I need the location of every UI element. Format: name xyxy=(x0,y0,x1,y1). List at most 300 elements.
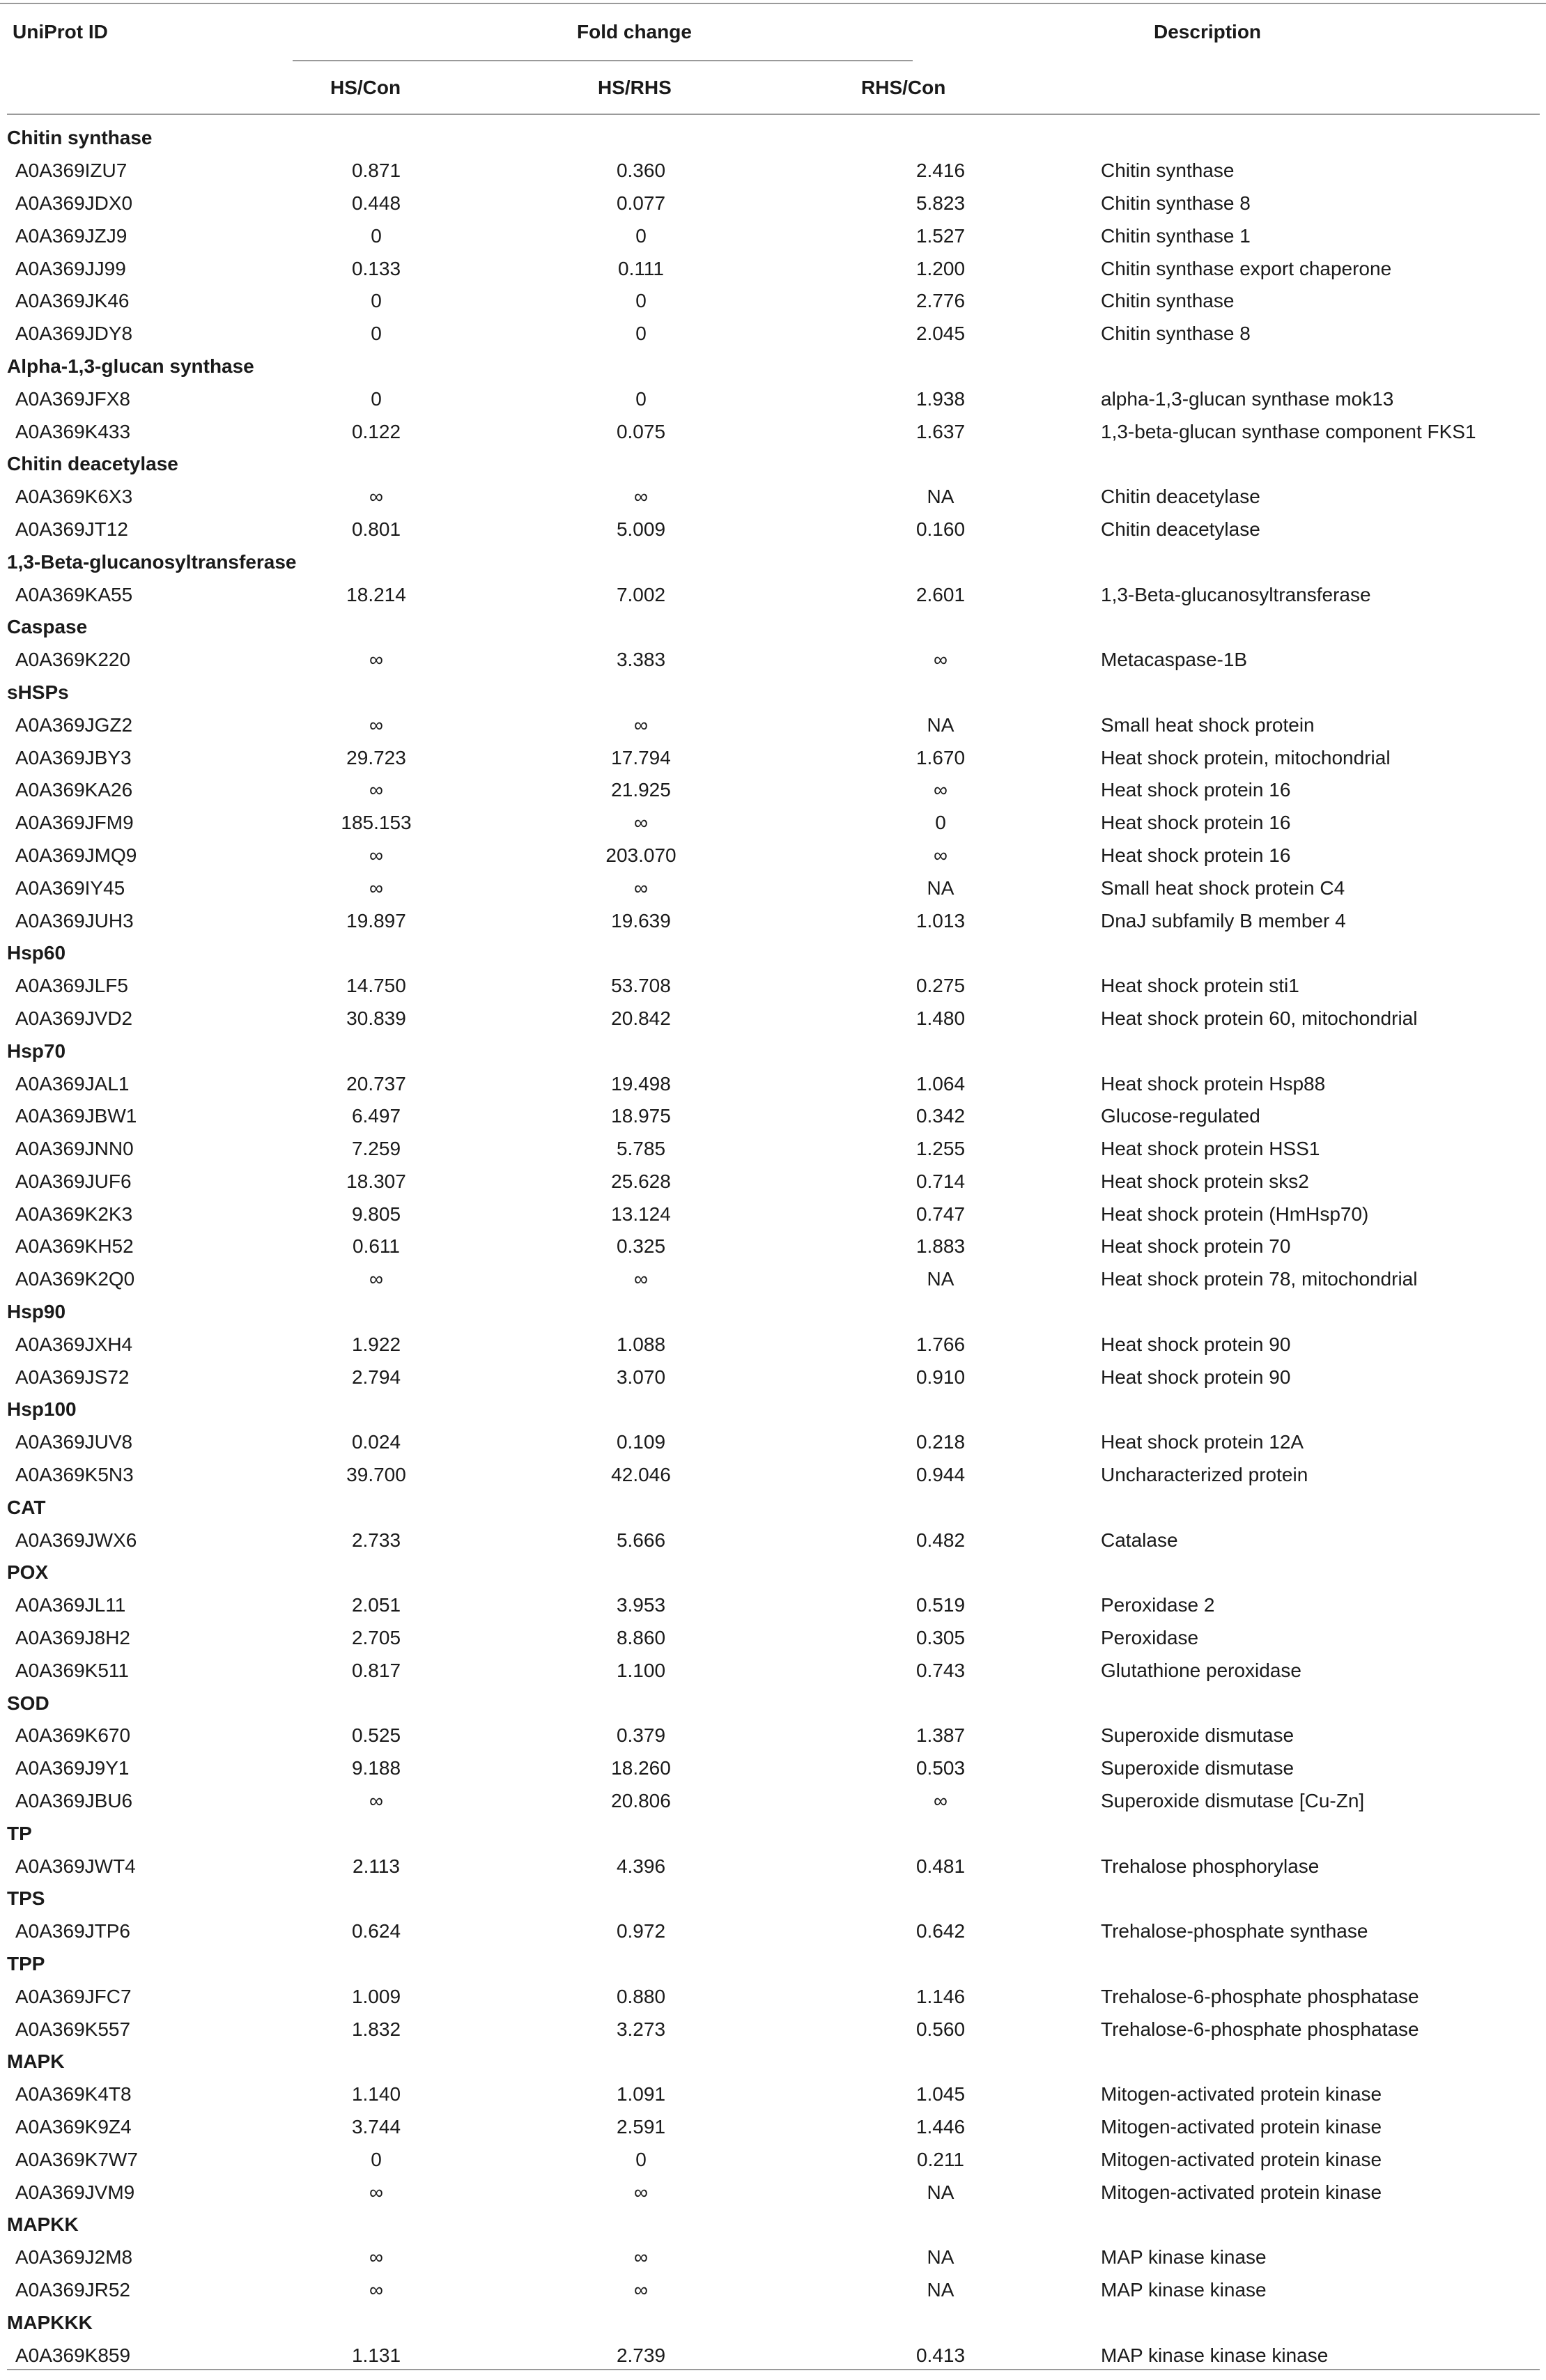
cell-hs-rhs: 0.325 xyxy=(616,1235,666,1258)
cell-hs-rhs: ∞ xyxy=(634,812,648,834)
group-header-row xyxy=(0,1556,1546,1589)
group-header-row xyxy=(0,350,1546,383)
cell-hs-rhs: ∞ xyxy=(634,876,648,899)
cell-hs-rhs: 3.273 xyxy=(616,2018,666,2040)
cell-uniprot-id: A0A369JBW1 xyxy=(15,1105,137,1127)
cell-uniprot-id: A0A369JL11 xyxy=(15,1594,126,1616)
cell-rhs-con: 0.482 xyxy=(915,1529,966,1551)
table-row xyxy=(0,155,1546,187)
cell-hs-con: 2.051 xyxy=(351,1594,401,1616)
cell-uniprot-id: A0A369J8H2 xyxy=(15,1627,131,1649)
cell-uniprot-id: A0A369J2M8 xyxy=(15,2246,133,2269)
table-row xyxy=(0,774,1546,807)
cell-hs-rhs: 0 xyxy=(635,2148,647,2170)
table-row xyxy=(0,1166,1546,1198)
table-row xyxy=(0,252,1546,285)
cell-uniprot-id: A0A369JFC7 xyxy=(15,1985,132,2007)
cell-hs-rhs: 5.666 xyxy=(616,1529,666,1551)
cell-description: Heat shock protein 90 xyxy=(1101,1366,1291,1388)
cell-description: Chitin synthase xyxy=(1101,160,1235,182)
table-row xyxy=(0,187,1546,220)
table-row xyxy=(0,1263,1546,1296)
table-row xyxy=(0,1850,1546,1883)
cell-hs-con: 0 xyxy=(371,387,382,410)
cell-description: Chitin synthase 8 xyxy=(1101,323,1251,345)
cell-hs-con: ∞ xyxy=(369,2181,383,2203)
cell-hs-con: 29.723 xyxy=(346,746,406,768)
cell-rhs-con: 0.642 xyxy=(915,1920,966,1942)
cell-hs-con: 2.733 xyxy=(351,1529,401,1551)
cell-hs-con: 0.448 xyxy=(351,192,401,214)
group-name: MAPKKK xyxy=(7,2311,93,2333)
cell-rhs-con: 0.747 xyxy=(915,1203,966,1225)
cell-description: alpha-1,3-glucan synthase mok13 xyxy=(1101,387,1394,410)
table-row xyxy=(0,1622,1546,1655)
cell-description: Trehalose-6-phosphate phosphatase xyxy=(1101,1985,1419,2007)
cell-uniprot-id: A0A369JUF6 xyxy=(15,1170,132,1192)
header-rhs-con: RHS/Con xyxy=(861,77,946,98)
group-header-row xyxy=(0,2209,1546,2241)
cell-hs-rhs: 5.785 xyxy=(616,1138,666,1160)
cell-rhs-con: 1.637 xyxy=(915,420,966,442)
cell-description: Small heat shock protein xyxy=(1101,713,1315,736)
cell-uniprot-id: A0A369JBY3 xyxy=(15,746,132,768)
cell-hs-rhs: 7.002 xyxy=(616,583,666,605)
cell-hs-con: 1.832 xyxy=(351,2018,401,2040)
cell-description: Metacaspase-1B xyxy=(1101,649,1248,671)
table-row xyxy=(0,1980,1546,2013)
table-row xyxy=(0,1067,1546,1100)
cell-hs-con: 18.307 xyxy=(346,1170,406,1192)
table-row xyxy=(0,840,1546,872)
cell-description: Chitin synthase export chaperone xyxy=(1101,257,1392,279)
table-row xyxy=(0,2111,1546,2144)
cell-hs-rhs: 53.708 xyxy=(611,975,671,997)
group-header-row xyxy=(0,611,1546,644)
cell-rhs-con: 1.064 xyxy=(915,1072,966,1095)
cell-uniprot-id: A0A369JAL1 xyxy=(15,1072,130,1095)
cell-hs-rhs: 19.639 xyxy=(611,909,671,932)
cell-description: 1,3-Beta-glucanosyltransferase xyxy=(1101,583,1371,605)
cell-hs-con: 18.214 xyxy=(346,583,406,605)
cell-hs-rhs: 13.124 xyxy=(611,1203,671,1225)
cell-uniprot-id: A0A369JVM9 xyxy=(15,2181,135,2203)
cell-description: Heat shock protein 78, mitochondrial xyxy=(1101,1268,1418,1290)
cell-uniprot-id: A0A369JWX6 xyxy=(15,1529,137,1551)
cell-hs-rhs: 0.077 xyxy=(616,192,666,214)
cell-hs-rhs: ∞ xyxy=(634,486,648,508)
group-name: Hsp100 xyxy=(7,1398,77,1421)
cell-description: Heat shock protein 90 xyxy=(1101,1333,1291,1355)
cell-description: Heat shock protein sks2 xyxy=(1101,1170,1309,1192)
cell-hs-rhs: 0.360 xyxy=(616,160,666,182)
header-uniprot-id: UniProt ID xyxy=(13,21,108,42)
table-bottom-rule xyxy=(7,2369,1540,2370)
cell-description: Mitogen-activated protein kinase xyxy=(1101,2148,1382,2170)
cell-hs-con: 0.871 xyxy=(351,160,401,182)
cell-hs-rhs: ∞ xyxy=(634,2181,648,2203)
cell-description: Chitin synthase 1 xyxy=(1101,224,1251,247)
cell-rhs-con: NA xyxy=(927,876,954,899)
table-row xyxy=(0,2274,1546,2307)
cell-rhs-con: 0.211 xyxy=(917,2148,964,2170)
cell-hs-con: 0.133 xyxy=(351,257,401,279)
group-header-row xyxy=(0,1817,1546,1850)
group-name: sHSPs xyxy=(7,681,69,703)
cell-uniprot-id: A0A369JT12 xyxy=(15,518,128,540)
cell-description: Glucose-regulated xyxy=(1101,1105,1260,1127)
cell-uniprot-id: A0A369JGZ2 xyxy=(15,713,133,736)
cell-description: Chitin synthase xyxy=(1101,290,1235,312)
cell-rhs-con: 2.601 xyxy=(915,583,966,605)
cell-uniprot-id: A0A369JUV8 xyxy=(15,1431,133,1453)
cell-hs-rhs: 0 xyxy=(635,387,647,410)
cell-hs-con: 0.525 xyxy=(351,1724,401,1747)
cell-uniprot-id: A0A369K859 xyxy=(15,2344,131,2366)
cell-description: Heat shock protein 70 xyxy=(1101,1235,1291,1258)
cell-rhs-con: 5.823 xyxy=(915,192,966,214)
cell-rhs-con: 1.766 xyxy=(915,1333,966,1355)
table-row xyxy=(0,1589,1546,1622)
cell-rhs-con: NA xyxy=(927,1268,954,1290)
table-row xyxy=(0,741,1546,774)
group-name: Alpha-1,3-glucan synthase xyxy=(7,355,254,377)
cell-description: Heat shock protein 12A xyxy=(1101,1431,1304,1453)
cell-rhs-con: ∞ xyxy=(934,779,948,801)
cell-uniprot-id: A0A369J9Y1 xyxy=(15,1757,130,1779)
table-row xyxy=(0,513,1546,546)
cell-description: Mitogen-activated protein kinase xyxy=(1101,2116,1382,2138)
group-header-row xyxy=(0,122,1546,155)
cell-uniprot-id: A0A369IZU7 xyxy=(15,160,127,182)
cell-hs-con: 30.839 xyxy=(346,1007,406,1029)
cell-hs-con: ∞ xyxy=(369,779,383,801)
cell-hs-con: ∞ xyxy=(369,1268,383,1290)
cell-rhs-con: ∞ xyxy=(934,844,948,866)
cell-hs-con: ∞ xyxy=(369,713,383,736)
cell-hs-con: 0 xyxy=(371,224,382,247)
group-name: MAPKK xyxy=(7,2213,79,2236)
group-header-row xyxy=(0,546,1546,578)
table-row xyxy=(0,1654,1546,1687)
cell-rhs-con: 0.944 xyxy=(915,1464,966,1486)
cell-uniprot-id: A0A369JS72 xyxy=(15,1366,130,1388)
cell-hs-con: 7.259 xyxy=(351,1138,401,1160)
cell-description: Superoxide dismutase xyxy=(1101,1724,1294,1747)
table-row xyxy=(0,872,1546,904)
table-row xyxy=(0,2013,1546,2046)
cell-hs-con: 9.188 xyxy=(351,1757,401,1779)
cell-rhs-con: 0.413 xyxy=(915,2344,966,2366)
cell-description: Uncharacterized protein xyxy=(1101,1464,1308,1486)
cell-uniprot-id: A0A369JR52 xyxy=(15,2278,131,2301)
cell-uniprot-id: A0A369JTP6 xyxy=(15,1920,130,1942)
cell-description: Heat shock protein 16 xyxy=(1101,812,1291,834)
cell-rhs-con: 0.910 xyxy=(915,1366,966,1388)
table-row xyxy=(0,1230,1546,1263)
table-row xyxy=(0,578,1546,611)
group-header-row xyxy=(0,2046,1546,2078)
cell-hs-rhs: 0.109 xyxy=(616,1431,666,1453)
header-hs-rhs: HS/RHS xyxy=(598,77,672,98)
cell-hs-con: 2.705 xyxy=(351,1627,401,1649)
cell-description: Superoxide dismutase [Cu-Zn] xyxy=(1101,1790,1365,1812)
cell-hs-rhs: 21.925 xyxy=(611,779,671,801)
cell-description: Trehalose-phosphate synthase xyxy=(1101,1920,1368,1942)
cell-description: Mitogen-activated protein kinase xyxy=(1101,2083,1382,2105)
cell-hs-con: 0 xyxy=(371,2148,382,2170)
cell-hs-rhs: 0 xyxy=(635,323,647,345)
group-name: SOD xyxy=(7,1692,49,1714)
table-row xyxy=(0,807,1546,840)
cell-hs-rhs: 42.046 xyxy=(611,1464,671,1486)
cell-uniprot-id: A0A369K433 xyxy=(15,420,131,442)
cell-uniprot-id: A0A369JVD2 xyxy=(15,1007,133,1029)
cell-hs-rhs: 3.383 xyxy=(616,649,666,671)
group-header-row xyxy=(0,448,1546,481)
cell-description: Chitin deacetylase xyxy=(1101,518,1260,540)
table-row xyxy=(0,1459,1546,1492)
cell-description: Catalase xyxy=(1101,1529,1178,1551)
cell-hs-con: 0.024 xyxy=(351,1431,401,1453)
cell-hs-con: ∞ xyxy=(369,1790,383,1812)
fold-change-spanner-rule xyxy=(293,60,913,61)
cell-hs-con: 185.153 xyxy=(341,812,412,834)
table-row xyxy=(0,1720,1546,1752)
cell-hs-con: 0.122 xyxy=(351,420,401,442)
cell-description: Trehalose-6-phosphate phosphatase xyxy=(1101,2018,1419,2040)
cell-hs-con: ∞ xyxy=(369,844,383,866)
table-row xyxy=(0,2339,1546,2372)
cell-hs-con: 0.817 xyxy=(351,1659,401,1681)
cell-rhs-con: 1.146 xyxy=(915,1985,966,2007)
cell-hs-con: 0.611 xyxy=(353,1235,400,1258)
cell-hs-rhs: 0.379 xyxy=(616,1724,666,1747)
cell-hs-con: 1.922 xyxy=(351,1333,401,1355)
cell-uniprot-id: A0A369JLF5 xyxy=(15,975,128,997)
group-header-row xyxy=(0,1883,1546,1915)
group-header-row xyxy=(0,2306,1546,2339)
cell-hs-rhs: 20.806 xyxy=(611,1790,671,1812)
cell-description: MAP kinase kinase xyxy=(1101,2246,1267,2269)
cell-rhs-con: 0.160 xyxy=(915,518,966,540)
group-header-row xyxy=(0,1491,1546,1524)
cell-hs-con: 6.497 xyxy=(351,1105,401,1127)
cell-description: Superoxide dismutase xyxy=(1101,1757,1294,1779)
cell-rhs-con: 1.670 xyxy=(915,746,966,768)
header-description: Description xyxy=(1154,21,1262,42)
group-name: TPS xyxy=(7,1887,45,1910)
cell-uniprot-id: A0A369KA26 xyxy=(15,779,133,801)
cell-rhs-con: 2.416 xyxy=(915,160,966,182)
cell-uniprot-id: A0A369K5N3 xyxy=(15,1464,134,1486)
cell-description: Heat shock protein (HmHsp70) xyxy=(1101,1203,1369,1225)
cell-uniprot-id: A0A369JJ99 xyxy=(15,257,126,279)
cell-hs-con: ∞ xyxy=(369,2246,383,2269)
table-row xyxy=(0,415,1546,448)
cell-hs-rhs: 2.591 xyxy=(616,2116,666,2138)
cell-hs-con: 14.750 xyxy=(346,975,406,997)
group-name: POX xyxy=(7,1561,49,1584)
cell-uniprot-id: A0A369IY45 xyxy=(15,876,125,899)
cell-hs-rhs: 20.842 xyxy=(611,1007,671,1029)
cell-description: 1,3-beta-glucan synthase component FKS1 xyxy=(1101,420,1476,442)
cell-rhs-con: 1.480 xyxy=(915,1007,966,1029)
cell-uniprot-id: A0A369K220 xyxy=(15,649,131,671)
table-row xyxy=(0,382,1546,415)
cell-hs-rhs: 18.260 xyxy=(611,1757,671,1779)
group-name: Hsp70 xyxy=(7,1040,66,1062)
group-header-row xyxy=(0,1687,1546,1720)
cell-description: Mitogen-activated protein kinase xyxy=(1101,2181,1382,2203)
cell-description: MAP kinase kinase kinase xyxy=(1101,2344,1329,2366)
cell-hs-con: 1.131 xyxy=(351,2344,401,2366)
header-hs-con: HS/Con xyxy=(330,77,401,98)
cell-hs-rhs: 8.860 xyxy=(616,1627,666,1649)
cell-rhs-con: 0.218 xyxy=(915,1431,966,1453)
cell-description: Heat shock protein 16 xyxy=(1101,844,1291,866)
cell-hs-rhs: 2.739 xyxy=(616,2344,666,2366)
cell-hs-rhs: 4.396 xyxy=(616,1855,666,1877)
cell-rhs-con: 0.503 xyxy=(915,1757,966,1779)
cell-uniprot-id: A0A369JZJ9 xyxy=(15,224,127,247)
cell-hs-con: 0 xyxy=(371,323,382,345)
cell-hs-rhs: 0.972 xyxy=(616,1920,666,1942)
header-fold-change: Fold change xyxy=(577,21,692,42)
cell-hs-rhs: ∞ xyxy=(634,2246,648,2269)
cell-rhs-con: 0.560 xyxy=(915,2018,966,2040)
cell-description: Heat shock protein HSS1 xyxy=(1101,1138,1320,1160)
cell-hs-con: 3.744 xyxy=(351,2116,401,2138)
cell-hs-rhs: 3.070 xyxy=(616,1366,666,1388)
cell-rhs-con: 2.045 xyxy=(915,323,966,345)
group-header-row xyxy=(0,1296,1546,1329)
cell-uniprot-id: A0A369JFM9 xyxy=(15,812,134,834)
group-name: CAT xyxy=(7,1496,46,1518)
cell-description: Chitin deacetylase xyxy=(1101,486,1260,508)
cell-uniprot-id: A0A369JK46 xyxy=(15,290,130,312)
cell-rhs-con: 1.013 xyxy=(915,909,966,932)
cell-description: Heat shock protein Hsp88 xyxy=(1101,1072,1326,1095)
cell-rhs-con: 1.255 xyxy=(915,1138,966,1160)
cell-uniprot-id: A0A369JFX8 xyxy=(15,387,130,410)
cell-hs-rhs: 0 xyxy=(635,290,647,312)
group-header-row xyxy=(0,677,1546,709)
group-name: TP xyxy=(7,1822,32,1844)
cell-rhs-con: NA xyxy=(927,2181,954,2203)
cell-uniprot-id: A0A369JUH3 xyxy=(15,909,134,932)
cell-hs-con: 1.140 xyxy=(351,2083,401,2105)
cell-description: Heat shock protein, mitochondrial xyxy=(1101,746,1391,768)
group-name: TPP xyxy=(7,1953,45,1975)
cell-uniprot-id: A0A369K2K3 xyxy=(15,1203,133,1225)
cell-hs-rhs: 1.088 xyxy=(616,1333,666,1355)
cell-rhs-con: 1.938 xyxy=(915,387,966,410)
group-name: Caspase xyxy=(7,616,88,638)
cell-uniprot-id: A0A369JWT4 xyxy=(15,1855,136,1877)
table-row xyxy=(0,2078,1546,2111)
group-header-row xyxy=(0,1393,1546,1426)
cell-hs-rhs: 0.880 xyxy=(616,1985,666,2007)
cell-rhs-con: 1.446 xyxy=(915,2116,966,2138)
cell-hs-con: 20.737 xyxy=(346,1072,406,1095)
cell-hs-con: 0.801 xyxy=(351,518,401,540)
cell-hs-rhs: ∞ xyxy=(634,713,648,736)
cell-hs-rhs: 19.498 xyxy=(611,1072,671,1095)
table-row xyxy=(0,644,1546,677)
cell-uniprot-id: A0A369JDX0 xyxy=(15,192,133,214)
cell-uniprot-id: A0A369JBU6 xyxy=(15,1790,133,1812)
table-row xyxy=(0,1361,1546,1393)
cell-rhs-con: 1.883 xyxy=(915,1235,966,1258)
cell-description: Chitin synthase 8 xyxy=(1101,192,1251,214)
group-name: Hsp90 xyxy=(7,1301,66,1323)
cell-hs-con: ∞ xyxy=(369,2278,383,2301)
table-body xyxy=(0,122,1546,2372)
group-header-row xyxy=(0,1948,1546,1981)
fold-change-table xyxy=(0,122,1546,2372)
cell-rhs-con: NA xyxy=(927,486,954,508)
cell-hs-rhs: 0.111 xyxy=(618,257,664,279)
cell-uniprot-id: A0A369K2Q0 xyxy=(15,1268,135,1290)
cell-hs-rhs: 18.975 xyxy=(611,1105,671,1127)
cell-rhs-con: NA xyxy=(927,2246,954,2269)
cell-description: MAP kinase kinase xyxy=(1101,2278,1267,2301)
table-row xyxy=(0,970,1546,1003)
cell-description: Small heat shock protein C4 xyxy=(1101,876,1345,899)
cell-rhs-con: NA xyxy=(927,2278,954,2301)
cell-hs-rhs: 1.091 xyxy=(616,2083,666,2105)
table-row xyxy=(0,1915,1546,1948)
cell-hs-rhs: 1.100 xyxy=(616,1659,666,1681)
cell-rhs-con: 0.743 xyxy=(915,1659,966,1681)
table-row xyxy=(0,481,1546,513)
cell-hs-con: 1.009 xyxy=(351,1985,401,2007)
cell-description: Glutathione peroxidase xyxy=(1101,1659,1301,1681)
table-row xyxy=(0,709,1546,741)
cell-rhs-con: 0.305 xyxy=(915,1627,966,1649)
cell-hs-con: ∞ xyxy=(369,649,383,671)
cell-uniprot-id: A0A369K557 xyxy=(15,2018,131,2040)
cell-description: Heat shock protein 60, mitochondrial xyxy=(1101,1007,1418,1029)
header-bottom-rule xyxy=(7,114,1540,115)
table-row xyxy=(0,1133,1546,1166)
cell-rhs-con: 0.481 xyxy=(915,1855,966,1877)
cell-hs-rhs: 25.628 xyxy=(611,1170,671,1192)
group-header-row xyxy=(0,937,1546,970)
table-row xyxy=(0,285,1546,318)
group-name: Hsp60 xyxy=(7,942,66,964)
cell-rhs-con: ∞ xyxy=(934,1790,948,1812)
table-row xyxy=(0,1752,1546,1785)
cell-hs-con: ∞ xyxy=(369,876,383,899)
cell-description: Trehalose phosphorylase xyxy=(1101,1855,1320,1877)
cell-rhs-con: 0.714 xyxy=(915,1170,966,1192)
cell-hs-rhs: 17.794 xyxy=(611,746,671,768)
cell-rhs-con: 1.200 xyxy=(915,257,966,279)
table-row xyxy=(0,2176,1546,2209)
table-row xyxy=(0,2241,1546,2274)
cell-uniprot-id: A0A369KH52 xyxy=(15,1235,134,1258)
cell-hs-rhs: ∞ xyxy=(634,1268,648,1290)
cell-rhs-con: NA xyxy=(927,713,954,736)
table-row xyxy=(0,318,1546,350)
table-row xyxy=(0,1003,1546,1035)
cell-rhs-con: 0.275 xyxy=(915,975,966,997)
cell-uniprot-id: A0A369K9Z4 xyxy=(15,2116,132,2138)
group-header-row xyxy=(0,1035,1546,1067)
cell-description: Heat shock protein sti1 xyxy=(1101,975,1299,997)
